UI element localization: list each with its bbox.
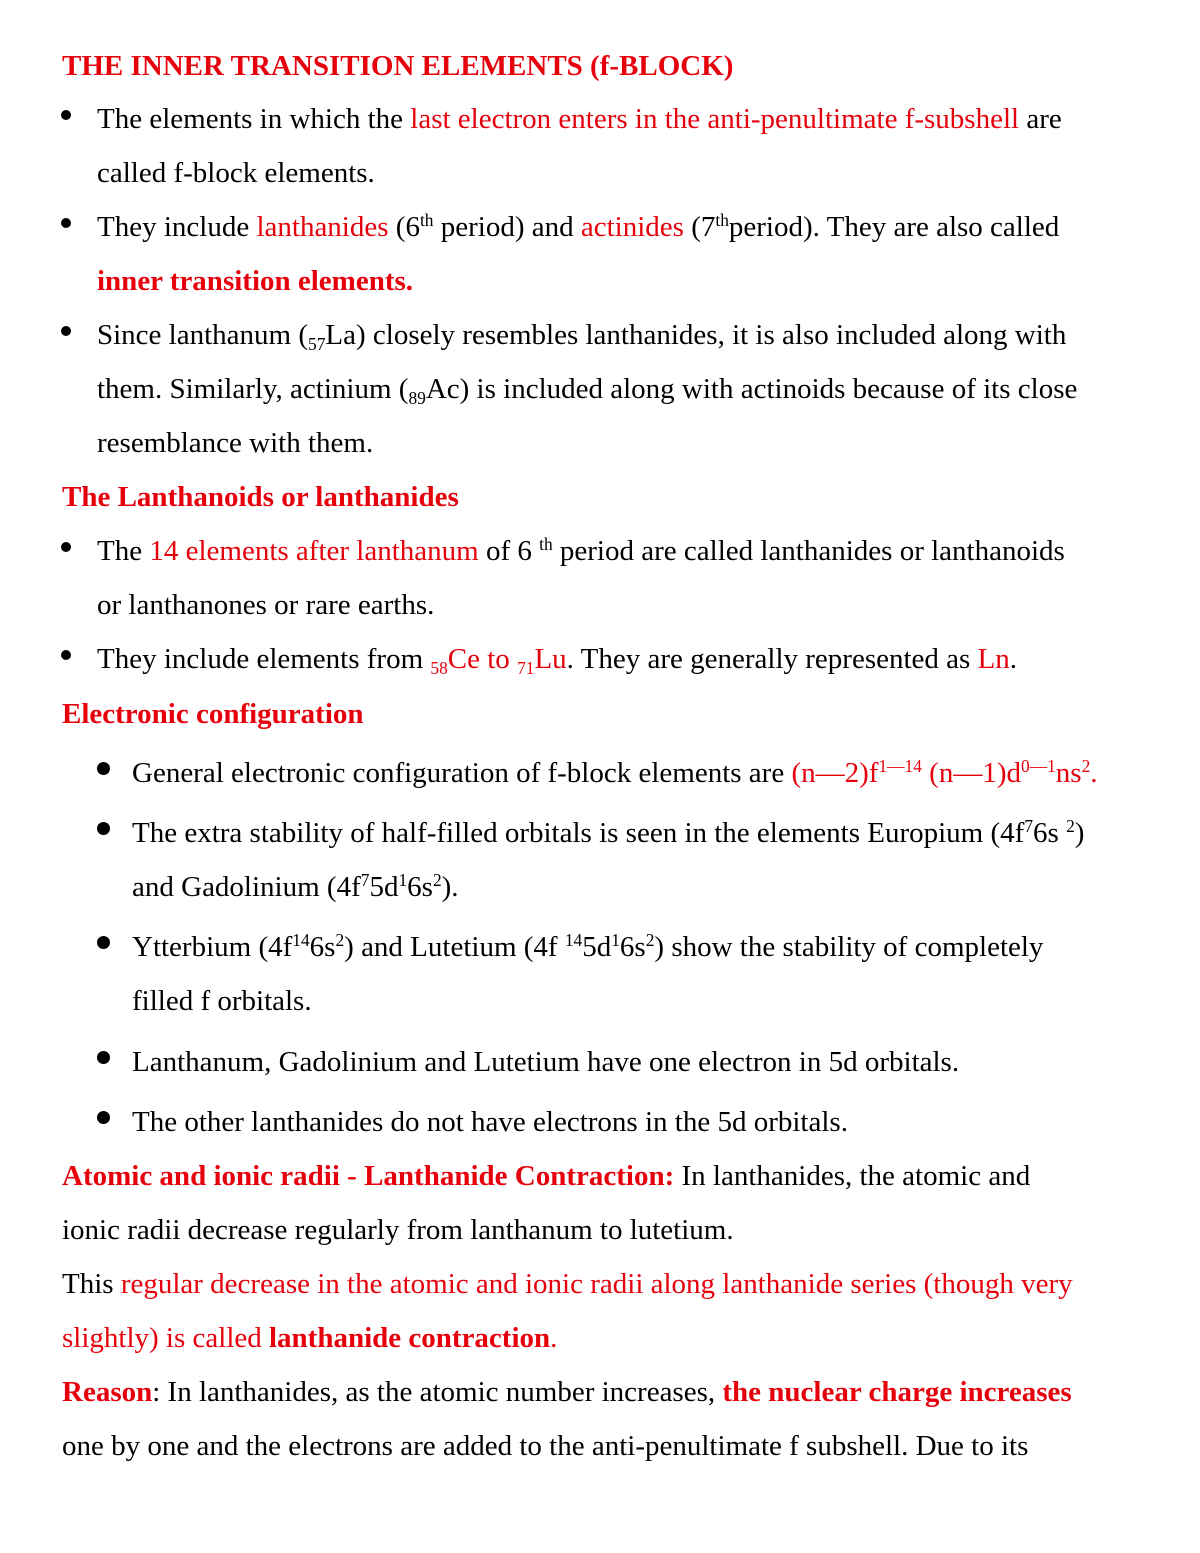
lanthanoids-bullet-1-line-2: or lanthanones or rare earths. <box>97 589 435 621</box>
radii-paragraph-line-3: This regular decrease in the atomic and ionic radii along lanthanide series (though very <box>62 1268 1073 1300</box>
bullet-marker <box>97 1111 110 1124</box>
radii-paragraph-line-1: Atomic and ionic radii - Lanthanide Contraction: In lanthanides, the atomic and <box>62 1160 1031 1192</box>
electronic-bullet-5: The other lanthanides do not have electrons in the 5d orbitals. <box>132 1106 848 1138</box>
lanthanoids-bullet-1-line-1: The 14 elements after lanthanum of 6 $^{th}$ period are called lanthanides or lanthanoids <box>97 534 1065 567</box>
lanthanoids-bullet-2: They include elements from $_{58}$Ce to $_{71}$Lu. They are generally represented as Ln. <box>97 643 1018 679</box>
bullet-marker <box>97 822 110 835</box>
reason-paragraph-line-2: one by one and the electrons are added to the anti-penultimate f subshell. Due to its <box>62 1430 1029 1462</box>
intro-bullet-3-line-3: resemblance with them. <box>97 427 374 459</box>
bullet-marker <box>97 1051 110 1064</box>
electronic-heading: Electronic configuration <box>62 698 364 730</box>
electronic-bullet-3-line-1: Ytterbium $(4f^{14}6s^2)$ and Lutetium (4f $^{14}5d^16s^2$) show the stability of completely <box>132 930 1044 963</box>
bullet-marker <box>61 110 71 120</box>
intro-bullet-3-line-2: them. Similarly, actinium $(_{89}Ac)$ is included along with actinoids because of its close <box>97 373 1078 409</box>
electronic-bullet-2-line-2: and Gadolinium $(4f^75d^16s^2)$. <box>132 870 459 903</box>
radii-paragraph-line-4: slightly) is called lanthanide contraction. <box>62 1322 558 1354</box>
reason-paragraph-line-1: Reason: In lanthanides, as the atomic number increases, the nuclear charge increases <box>62 1376 1072 1408</box>
intro-bullet-2-line-1: They include lanthanides (6th period) and actinides (7thperiod). They are also called <box>97 210 1060 243</box>
page-title: THE INNER TRANSITION ELEMENTS (f-BLOCK) <box>62 50 734 82</box>
intro-bullet-3-line-1: Since lanthanum $(_{57}La)$ closely resembles lanthanides, it is also included along with <box>97 319 1067 355</box>
intro-bullet-1-line-2: called f-block elements. <box>97 157 375 189</box>
electronic-bullet-4: Lanthanum, Gadolinium and Lutetium have one electron in 5d orbitals. <box>132 1046 960 1078</box>
electronic-bullet-1: General electronic configuration of f-block elements are $(n—2)f^{1—14}$ $(n—1)d^{0—1}ns^2$. <box>132 756 1098 789</box>
intro-bullet-1-line-1: The elements in which the last electron enters in the anti-penultimate f-subshell are <box>97 103 1062 135</box>
electronic-bullet-3-line-2: filled f orbitals. <box>132 985 312 1017</box>
bullet-marker <box>61 542 71 552</box>
bullet-marker <box>61 218 71 228</box>
lanthanoids-heading: The Lanthanoids or lanthanides <box>62 481 459 513</box>
intro-bullet-2-line-2: inner transition elements. <box>97 265 414 297</box>
bullet-marker <box>97 936 110 949</box>
bullet-marker <box>97 762 110 775</box>
electronic-bullet-2-line-1: The extra stability of half-filled orbitals is seen in the elements Europium ($4f^76s$ $^2$) <box>132 816 1085 849</box>
radii-paragraph-line-2: ionic radii decrease regularly from lanthanum to lutetium. <box>62 1214 734 1246</box>
bullet-marker <box>61 650 71 660</box>
bullet-marker <box>61 326 71 336</box>
